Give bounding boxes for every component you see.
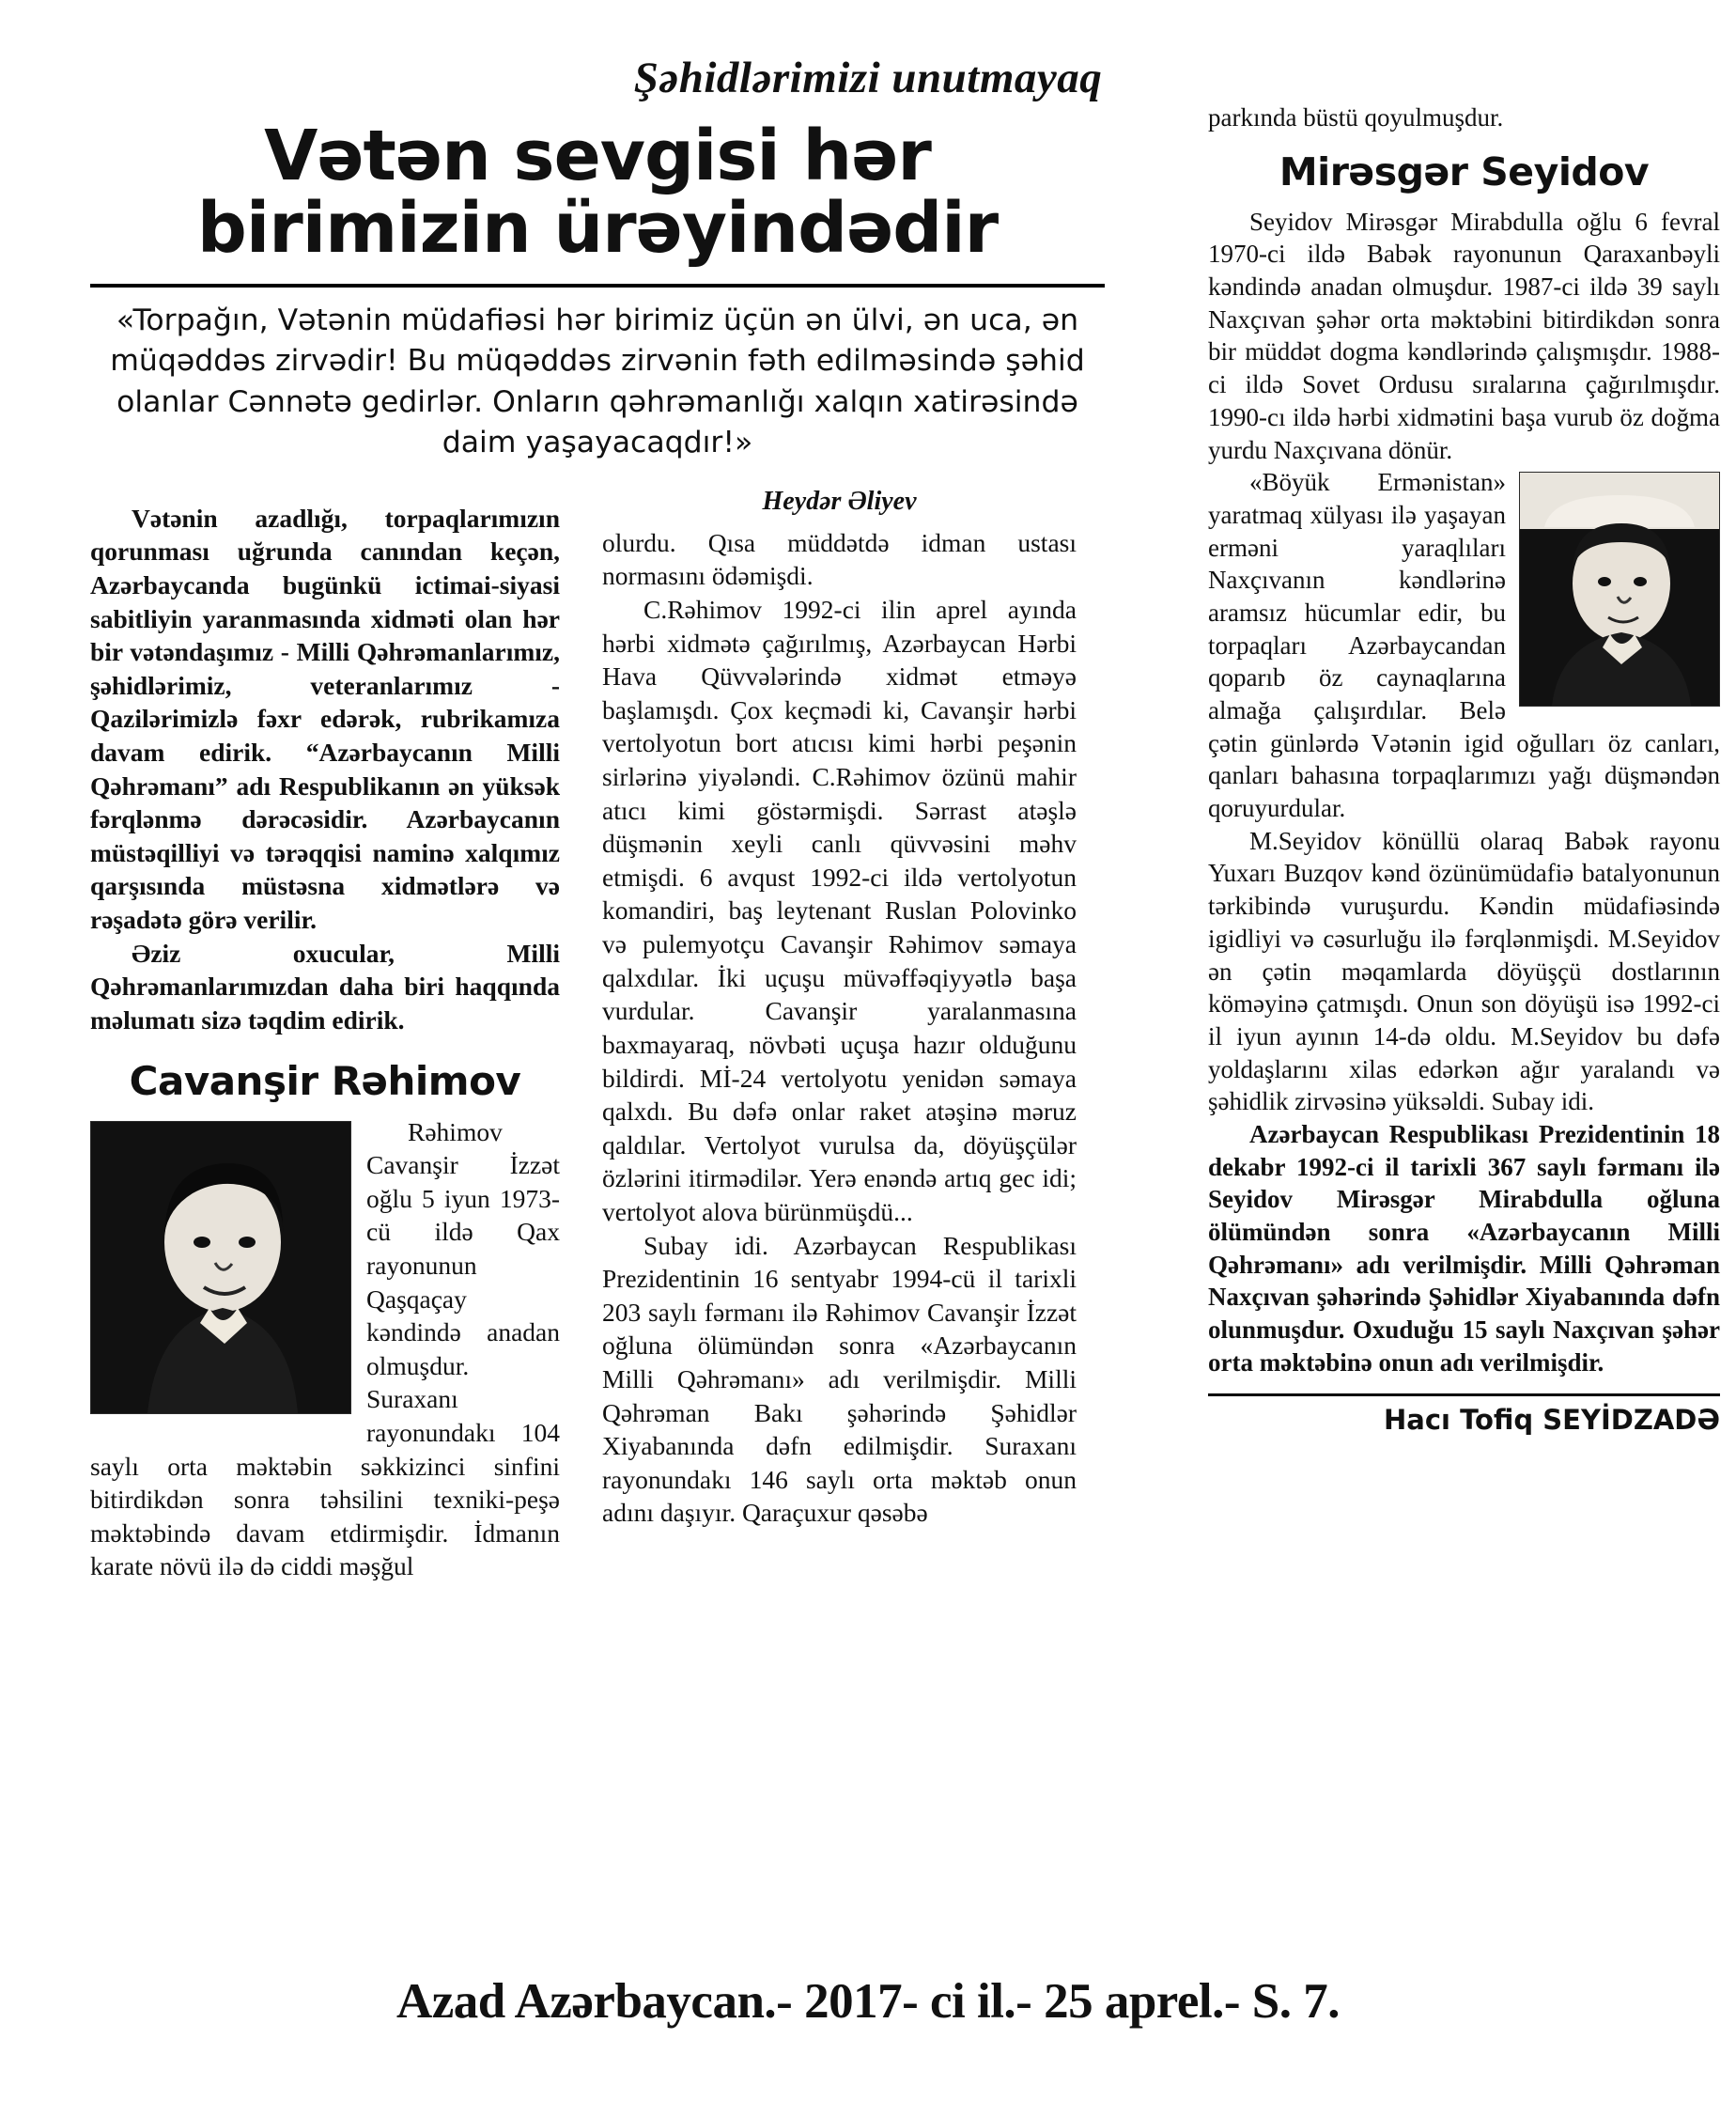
- column-two: [602, 470, 1077, 1530]
- divider-rule: [90, 284, 1105, 288]
- paragraph: Azərbaycan Respublikası Prezidentinin 18 dekabr 1992-ci il tarixli 367 saylı fərmanı ilə Seyidov Mirəsgər Mirabdulla oğluna ölümündən sonra «Azərbaycanın Milli Qəhrəmanı» adı verilmişdir. Milli Qəhrəman Naxçıvan şəhərində Şəhidlər Xiyabanında dəfn olunmuşdur. Oxuduğu 15 saylı Naxçıvan şəhər orta məktəbinə onun adı verilmişdir.: [1208, 1119, 1720, 1377]
- quote-author: Heydər Əliyev: [762, 486, 917, 516]
- kicker-text: Şəhidlərimizi unutmayaq: [633, 54, 1103, 102]
- paragraph: Seyidov Mirəsgər Mirabdulla oğlu 6 fevral 1970-ci ildə Babək rayonunun Qaraxanbəyli kəndində anadan olmuşdur. 1987-ci ildə 39 saylı Naxçıvan şəhər orta məktəbini bitirdikdən sonra bir müddət dogma kəndlərində çalışmışdır. 1988-ci ildə Sovet Ordusu sıralarına çağırılmışdır. 1990-cı ildə hərbi xidmətini başa vurub öz doğma yurdu Naxçıvana dönür.: [1208, 207, 1720, 464]
- subheading-miresger: Mirəsgər Seyidov: [1279, 148, 1650, 195]
- paragraph: «Böyük Ermənistan» yaratmaq xülyası ilə yaşayan erməni yaraqlıları Naxçıvanın kəndlərinə aramsız hücumlar edir, bu torpaqları Azərbaycandan qoparıb öz caynaqlarına almağa çalışırdılar. Belə çətin günlərdə Vətənin igid oğulları öz canları, qanları bahasına torpaqlarımızı yağı düşməndən qoruyurdular.: [1208, 468, 1720, 823]
- paragraph: C.Rəhimov 1992-ci ilin aprel ayında hərbi xidmətə çağırılmış, Azərbaycan Hərbi Hava Qüvvələrində xidmət etməyə başlamışdı. Çox keçmədi ki, Cavanşir hərbi vertolyotun bort atıcısı kimi hərbi peşənin sirlərinə yiyələndi. C.Rəhimov özünü mahir atıcı kimi göstərmişdi. Sərrast atəşlə düşmənin xeyli canlı qüvvəsini məhv etmişdi. 6 avqust 1992-ci ildə vertolyotun komandiri, baş leytenant Ruslan Polovinko və pulemyotçu Cavanşir Rəhimov səmaya qalxdılar. İki uçuşu müvəffəqiyyətlə başa vurdular. Cavanşir yaralanmasına baxmayaraq, növbəti uçuşa hazır olduğunu bildirdi. Mİ-24 vertolyotu yenidən səmaya qalxdı. Bu dəfə onlar raket atəşinə məruz qaldılar. Vertolyot vurulsa da, döyüşçülər özlərini itirmədilər. Yerə enəndə artıq gec idi; vertolyot alova bürünmüşdü...: [602, 595, 1077, 1226]
- photo-cavansir-rehimov: [90, 1121, 351, 1414]
- left-block: [90, 116, 1105, 1804]
- byline: Hacı Tofiq SEYİDZADƏ: [1384, 1404, 1720, 1437]
- pull-quote: «Torpağın, Vətənin müdafiəsi hər birimiz üçün ən ülvi, ən uca, ən müqəddəs zirvədir! Bu müqəddəs zirvənin fəth edilməsində şəhid olanlar Cənnətə gedirlər. Onların qəhrəmanlığı xalqın xatirəsində daim yaşayacaqdır!»: [110, 303, 1085, 460]
- column-one: [90, 470, 560, 1583]
- paragraph: Vətənin azadlığı, torpaqlarımızın qorunması uğrunda canından keçən, Azərbaycanda bugünkü ictimai-siyasi sabitliyin yaranmasında xidməti olan hər bir vətəndaşımız - Milli Qəhrəmanlarımız, şəhidlərimiz, veteranlarımız - Qazilərimizlə fəxr edərək, rubrikamıza davam edirik. “Azərbaycanın Milli Qəhrəmanı” adı Respublikanın ən yüksək fərqlənmə dərəcəsidir. Azərbaycanın müstəqilliyi və tərəqqisi naminə xalqımız qarşısında müstəsna xidmətlərə və rəşadətə görə verilir.: [90, 503, 560, 935]
- page-title: Vətən sevgisi hər birimizin ürəyindədir: [196, 116, 999, 269]
- paragraph: parkında büstü qoyulmuşdur.: [1208, 103, 1504, 132]
- paragraph: M.Seyidov könüllü olaraq Babək rayonu Yuxarı Buzqov kənd özünümüdafiə batalyonunun tərkibində vuruşurdu. Kəndin müdafiəsində igidliyi və cəsurluğu ilə fərqlənmişdi. M.Seyidov ən çətin məqamlarda döyüşçü dostlarının köməyinə çatmışdı. Onun son döyüşü isə 1992-ci il iyun ayının 14-də oldu. M.Seyidov bu dəfə yoldaşlarını xilas edərkən ağır yaralandı və şəhidlik zirvəsinə yüksəldi. Subay idi.: [1208, 826, 1720, 1116]
- column-three: [1208, 101, 1720, 1436]
- body-columns: [90, 470, 1105, 1804]
- paragraph: olurdu. Qısa müddətdə idman ustası normasını ödəmişdi.: [602, 527, 1077, 591]
- photo-miresger-seyidov: [1519, 472, 1720, 707]
- source-citation: Azad Azərbaycan.- 2017- ci il.- 25 aprel.- S. 7.: [396, 1974, 1340, 2029]
- byline-divider: [1208, 1393, 1720, 1396]
- paragraph: Rəhimov Cavanşir İzzət oğlu 5 iyun 1973-cü ildə Qax rayonunun Qaşqaçay kəndində anadan olmuşdur. Suraxanı rayonundakı 104 saylı orta məktəbin səkkizinci sinfini bitirdikdən sonra təhsilini texniki-peşə məktəbində davam etdirmişdir. İdmanın karate növü ilə də ciddi məşğul: [90, 1116, 560, 1581]
- paragraph: Subay idi. Azərbaycan Respublikası Prezidentinin 16 sentyabr 1994-cü il tarixli 203 saylı fərmanı ilə Rəhimov Cavanşir İzzət oğluna ölümündən sonra «Azərbaycanın Milli Qəhrəmanı» adı verilmişdir. Milli Qəhrəman Bakı şəhərində Şəhidlər Xiyabanında dəfn edilmişdir. Suraxanı rayonundakı 146 saylı orta məktəb onun adını daşıyır. Qaraçuxur qəsəbə: [602, 1230, 1077, 1528]
- subheading-cavansir: Cavanşir Rəhimov: [129, 1057, 521, 1104]
- paragraph: Əziz oxucular, Milli Qəhrəmanlarımızdan daha biri haqqında məlumatı sizə təqdim edirik.: [90, 938, 560, 1035]
